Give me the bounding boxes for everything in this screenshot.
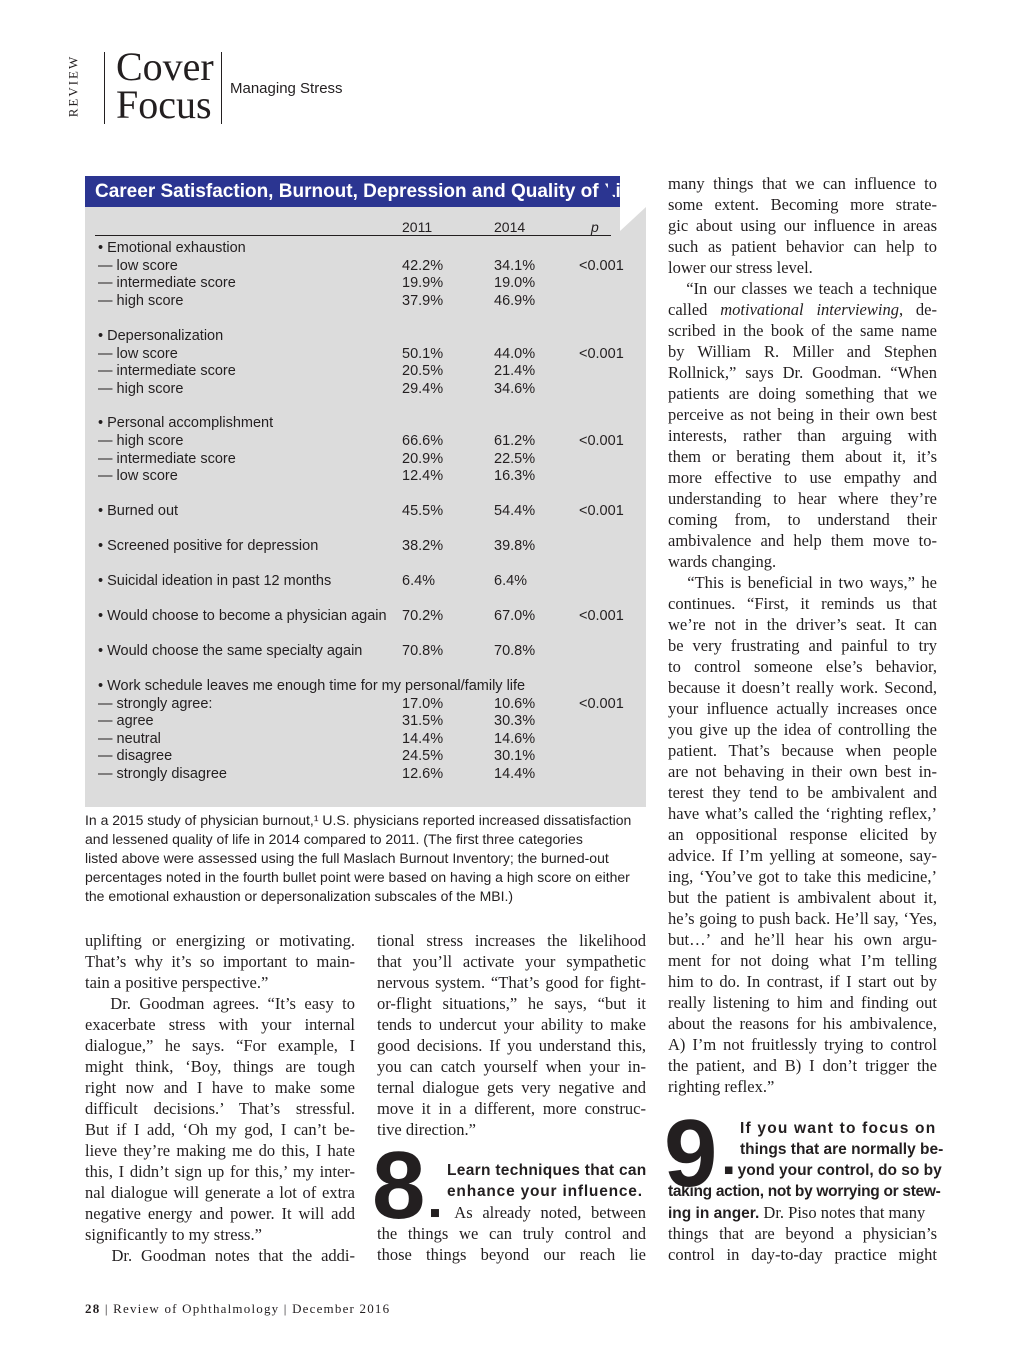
text-line: A) I’m not fruitlessly trying to control	[668, 1035, 937, 1054]
table-cell: 6.4%	[402, 573, 436, 589]
text-line: tive direction.”	[377, 1120, 476, 1139]
table-row-label: — low score	[98, 258, 178, 274]
table-cell: 19.0%	[494, 275, 536, 291]
text-line: terest they tend to be ambivalent and	[668, 783, 937, 802]
text-line: negative energy and power. It will add	[85, 1204, 355, 1223]
table-header-p: p	[591, 219, 599, 235]
text-line: gic about using our influence in areas	[668, 216, 937, 235]
text-line: him to do. In contrast, if I start out by	[668, 972, 937, 991]
table-cell: 45.5%	[402, 503, 444, 519]
text-line: coming from, to understand their	[668, 510, 937, 529]
text-line: good decisions. If you understand this,	[377, 1036, 646, 1055]
text-line: tends to undercut your ability to make	[377, 1015, 646, 1034]
text-line: dialogue,” he says. “For example, I	[85, 1036, 355, 1055]
table-row-label: — intermediate score	[98, 275, 236, 291]
text-line: lower our stress level.	[668, 258, 813, 277]
table-cell: <0.001	[579, 346, 624, 362]
table-cell: 66.6%	[402, 433, 444, 449]
table-cell: 17.0%	[402, 696, 444, 712]
table-row-label: • Suicidal ideation in past 12 months	[98, 573, 332, 589]
header-divider-right	[221, 52, 222, 124]
text-line: are not behaving in their own best in-	[668, 762, 937, 781]
table-cell: 34.6%	[494, 381, 536, 397]
tip-8-heading-line2: enhance your influence.	[447, 1183, 643, 1200]
table-cell: 22.5%	[494, 451, 536, 467]
table-row-label: — strongly agree:	[98, 696, 213, 712]
text-line: righting reflex.”	[668, 1077, 775, 1096]
body-column-2	[377, 930, 646, 1140]
page-footer: 28 | Review of Ophthalmology | December 2016	[85, 1301, 391, 1316]
table-row-label: — intermediate score	[98, 363, 236, 379]
table-cell: 42.2%	[402, 258, 444, 274]
text-line: significantly to my stress.”	[85, 1225, 262, 1244]
table-header-2014: 2014	[494, 219, 526, 235]
table-row-label: • Emotional exhaustion	[98, 240, 246, 256]
table-row-label: • Would choose the same specialty again	[98, 643, 363, 659]
table-row	[98, 573, 628, 590]
table-cell: <0.001	[579, 696, 624, 712]
text-line: that you’ll activate your sympathetic	[377, 952, 646, 971]
table-row	[98, 468, 628, 485]
text-line: wards changing.	[668, 552, 777, 571]
table-row	[98, 643, 628, 660]
text-line: you give up the idea of controlling the	[668, 720, 937, 739]
table-row-label: — disagree	[98, 748, 173, 764]
text-line: an oppositional response elicited by	[668, 825, 937, 844]
text-line: many things that we can influence to	[668, 174, 937, 193]
table-cell: 67.0%	[494, 608, 536, 624]
table-cell: 19.9%	[402, 275, 444, 291]
table-row-label: — low score	[98, 468, 178, 484]
table-cell: <0.001	[579, 258, 624, 274]
table-cell: <0.001	[579, 503, 624, 519]
text-line: lieve they’re making me do this, I hate	[85, 1141, 355, 1160]
table-row-label: • Work schedule leaves me enough time for my personal/family life	[98, 678, 526, 694]
table-cell: 24.5%	[402, 748, 444, 764]
table-cell: 10.6%	[494, 696, 536, 712]
table-cell: 16.3%	[494, 468, 536, 484]
text-line: them or berating them about it, it’s	[668, 447, 937, 466]
table-row	[98, 275, 628, 292]
text-line: called motivational interviewing, de-	[668, 300, 937, 319]
body-column-3	[668, 173, 937, 1097]
table-row	[98, 346, 628, 363]
tip-9-body: things that are beyond a physician’s control in day-to-day practice might	[668, 1224, 937, 1264]
tip-9-heading-line4: taking action, not by worrying or stew-	[668, 1183, 941, 1200]
text-line: the patient, and B) I don’t trigger the	[668, 1056, 937, 1075]
section-title: Managing Stress	[230, 80, 343, 97]
header-divider-left	[104, 52, 105, 124]
text-line: scribed in the book of the same name	[668, 321, 937, 340]
table-row	[98, 608, 628, 625]
table-row	[98, 748, 628, 765]
body-column-1	[85, 930, 355, 1266]
table-cell: <0.001	[579, 608, 624, 624]
table-cell: 70.8%	[402, 643, 444, 659]
text-line: Dr. Goodman notes that the addi-	[85, 1246, 355, 1265]
table-cell: 12.4%	[402, 468, 444, 484]
table-cell: 44.0%	[494, 346, 536, 362]
table-row-label: — high score	[98, 293, 184, 309]
table-cell: 12.6%	[402, 766, 444, 782]
table-row	[98, 451, 628, 468]
table-row-label: — intermediate score	[98, 451, 236, 467]
table-cell: 21.4%	[494, 363, 536, 379]
text-line: patients are doing something that we	[668, 384, 937, 403]
tip-9-heading-line1: If you want to focus on	[740, 1120, 937, 1137]
tip-8-body-line3: ■ As already noted, between	[430, 1203, 646, 1222]
table-row-label: • Screened positive for depression	[98, 538, 319, 554]
table-row	[98, 503, 628, 520]
text-line: your influence actually increases once	[668, 699, 937, 718]
table-cell: 31.5%	[402, 713, 444, 729]
text-line: tional stress increases the likelihood	[377, 931, 646, 950]
table-row	[98, 240, 628, 257]
text-line: But if I add, ‘Oh my god, I can’t be-	[85, 1120, 355, 1139]
text-line: ternal dialogue gets very negative and	[377, 1078, 646, 1097]
review-vertical-label: REVIEW	[65, 54, 81, 118]
table-cell: 29.4%	[402, 381, 444, 397]
text-line: advice. If I’m yelling at someone, say-	[668, 846, 937, 865]
text-line: move it in a different, more construc-	[377, 1099, 646, 1118]
table-title-arrow	[600, 176, 620, 207]
text-line: might think, ‘Boy, things are tough	[85, 1057, 355, 1076]
text-line: tain a positive perspective.”	[85, 973, 269, 992]
text-line: That’s why it’s so important to main-	[85, 952, 355, 971]
table-row	[98, 538, 628, 555]
tip-9-heading-line2: things that are normally be-	[740, 1141, 944, 1158]
text-line: or-flight situations,” he says, “but it	[377, 994, 646, 1013]
table-cell: 20.9%	[402, 451, 444, 467]
table-cell: 14.4%	[402, 731, 444, 747]
text-line: some extent. Becoming more strate-	[668, 195, 937, 214]
text-line: “This is beneficial in two ways,” he	[668, 573, 937, 592]
table-header-2011: 2011	[402, 219, 433, 235]
text-line: you can catch yourself when your in-	[377, 1057, 646, 1076]
text-line: such as patient behavior can help to	[668, 237, 937, 256]
text-line: because it doesn’t really work. Second,	[668, 678, 937, 697]
text-line: but the patient is ambivalent about it,	[668, 888, 937, 907]
table-row-label: — neutral	[98, 731, 161, 747]
text-line: “In our classes we teach a technique	[668, 279, 937, 298]
text-line: he’s going to push back. He’ll say, ‘Yes,	[668, 909, 937, 928]
text-line: ment for not doing what I’m telling	[668, 951, 937, 970]
table-row-label: — high score	[98, 433, 184, 449]
table-row-label: • Personal accomplishment	[98, 415, 274, 431]
table-cell: 39.8%	[494, 538, 536, 554]
table-row-label: — agree	[98, 713, 154, 729]
text-line: about the reasons for his ambivalence,	[668, 1014, 937, 1033]
table-row	[98, 696, 628, 713]
cover-focus-title: Cover Focus	[116, 44, 214, 127]
text-line: ing, ‘You’ve got to take this medicine,’	[668, 867, 937, 886]
text-line: understanding to hear where they’re	[668, 489, 937, 508]
table-cell: 14.4%	[494, 766, 536, 782]
text-line: perceive as not being in their own best	[668, 405, 937, 424]
table-row	[98, 433, 628, 450]
table-row-label: • Depersonalization	[98, 328, 224, 344]
table-row	[98, 766, 628, 783]
text-line: more effective to use empathy and	[668, 468, 937, 487]
table-row-label: • Would choose to become a physician again	[98, 608, 387, 624]
text-line: difficult decisions.’ That’s stressful.	[85, 1099, 355, 1118]
table-row	[98, 678, 628, 695]
text-line: but…’ and he’ll hear his own argu-	[668, 930, 937, 949]
text-line: ambivalence and help them move to-	[668, 531, 937, 550]
table-row	[98, 258, 628, 275]
text-line: nal dialogue will generate a lot of extra	[85, 1183, 355, 1202]
text-line: right now and I have to make some	[85, 1078, 355, 1097]
text-line: we’re not in the driver’s seat. It can	[668, 615, 937, 634]
table-row-label: — high score	[98, 381, 184, 397]
text-line: have what’s called the ‘righting reflex,’	[668, 804, 937, 823]
table-row	[98, 363, 628, 380]
table-cell: 50.1%	[402, 346, 444, 362]
text-line: nervous system. “That’s good for fight-	[377, 973, 646, 992]
text-line: uplifting or energizing or motivating.	[85, 931, 355, 950]
table-row	[98, 731, 628, 748]
text-line: exacerbate stress with your internal	[85, 1015, 355, 1034]
table-row	[98, 713, 628, 730]
tip-9-heading-line3: ■ yond your control, do so by	[724, 1162, 942, 1179]
text-line: by William R. Miller and Stephen	[668, 342, 937, 361]
table-cell: 70.2%	[402, 608, 444, 624]
table-cell: 6.4%	[494, 573, 528, 589]
table-cell: 30.1%	[494, 748, 536, 764]
tip-8-heading-line1: Learn techniques that can	[447, 1162, 647, 1179]
table-cell: 38.2%	[402, 538, 444, 554]
table-cell: 37.9%	[402, 293, 444, 309]
table-cell: 30.3%	[494, 713, 536, 729]
tip-9-number: 9	[664, 1100, 718, 1207]
text-line: continues. “First, it reminds us that	[668, 594, 937, 613]
table-caption: In a 2015 study of physician burnout,¹ U.S. physicians reported increased dissatisfaction and lessened quality of life in 2014 compared to 2011. (The first three categories listed above were assessed using the full Maslach Burnout Inventory; the burned-out percentages noted in the fourth bullet point were based on having a high score on either the emotional exhaustion or depersonalization subscales of the MBI.)	[85, 812, 632, 904]
table-cell: 14.6%	[494, 731, 536, 747]
tip-8-number: 8	[372, 1132, 426, 1239]
table-cell: 46.9%	[494, 293, 536, 309]
text-line: Rollnick,” says Dr. Goodman. “When	[668, 363, 937, 382]
table-cell: 20.5%	[402, 363, 444, 379]
table-title: Career Satisfaction, Burnout, Depression and Quality of Life	[85, 176, 620, 207]
table-cell: 61.2%	[494, 433, 536, 449]
text-line: Dr. Goodman agrees. “It’s easy to	[85, 994, 355, 1013]
tip-9-line5: ing in anger. Dr. Piso notes that many	[668, 1203, 926, 1222]
table-cell: <0.001	[579, 433, 624, 449]
table-row	[98, 328, 628, 345]
text-line: be very frustrating and painful to try	[668, 636, 937, 655]
table-row	[98, 381, 628, 398]
table-row	[98, 293, 628, 310]
table-cell: 70.8%	[494, 643, 536, 659]
table-cell: 34.1%	[494, 258, 536, 274]
text-line: patient. That’s because when people	[668, 741, 937, 760]
table-folded-corner	[620, 207, 646, 231]
table-header-rule	[95, 235, 611, 236]
tip-8-body: the things we can truly control and those things beyond our reach lie	[377, 1224, 646, 1264]
table-cell: 54.4%	[494, 503, 536, 519]
table-row-label: — strongly disagree	[98, 766, 227, 782]
table-row-label: — low score	[98, 346, 178, 362]
text-line: this, I didn’t sign up for this,’ my inter-	[85, 1162, 355, 1181]
text-line: really listening to him and finding out	[668, 993, 937, 1012]
text-line: interests, rather than arguing with	[668, 426, 937, 445]
table-row-label: • Burned out	[98, 503, 179, 519]
table-row	[98, 415, 628, 432]
text-line: to control someone else’s behavior,	[668, 657, 937, 676]
